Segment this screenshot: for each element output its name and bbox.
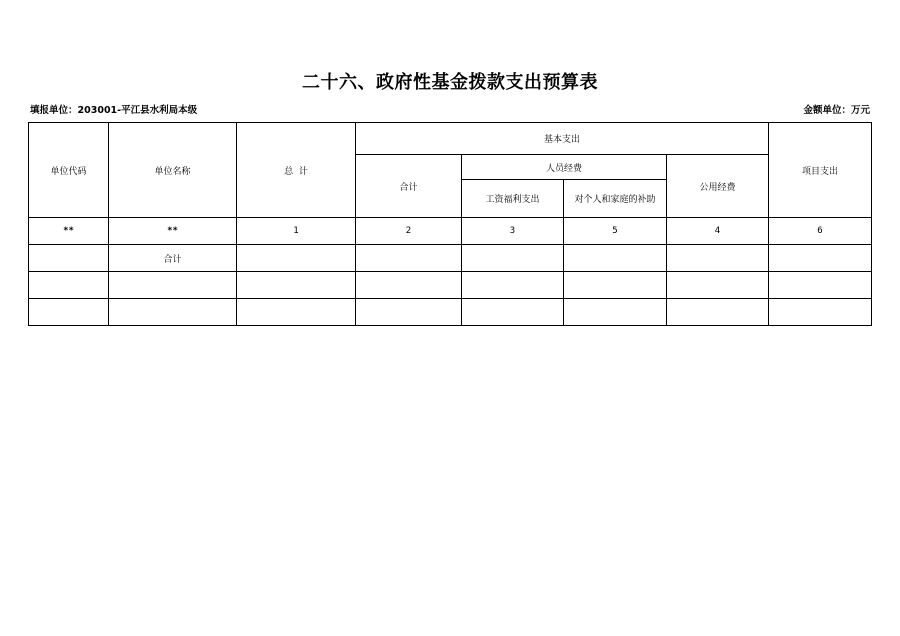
table-cell <box>29 272 109 299</box>
index-cell: 6 <box>769 218 872 245</box>
table-row <box>29 299 872 326</box>
budget-table <box>28 122 872 326</box>
index-cell: ** <box>29 218 109 245</box>
index-cell: 2 <box>356 218 462 245</box>
table-cell <box>109 299 237 326</box>
header-personnel-expenses: 人员经费 <box>462 155 667 180</box>
index-cell: 3 <box>462 218 564 245</box>
table-cell <box>667 299 769 326</box>
index-cell: 4 <box>667 218 769 245</box>
header-unit-name: 单位名称 <box>109 123 237 218</box>
table-cell <box>564 299 667 326</box>
table-cell <box>29 299 109 326</box>
table-cell <box>667 245 769 272</box>
table-cell <box>462 299 564 326</box>
header-basic-expenditure: 基本支出 <box>356 123 769 155</box>
table-cell <box>564 245 667 272</box>
table-row <box>29 245 872 272</box>
table-cell <box>237 272 356 299</box>
table-cell <box>237 299 356 326</box>
header-unit-code: 单位代码 <box>29 123 109 218</box>
table-cell <box>356 272 462 299</box>
table-cell <box>109 272 237 299</box>
page-title: 二十六、政府性基金拨款支出预算表 <box>302 72 598 93</box>
index-cell: ** <box>109 218 237 245</box>
table-cell: 合计 <box>109 245 237 272</box>
table-cell <box>769 245 872 272</box>
header-project-expenditure: 项目支出 <box>769 123 872 218</box>
table-cell <box>462 245 564 272</box>
table-cell <box>462 272 564 299</box>
header-household-subsidies: 对个人和家庭的补助 <box>564 180 667 218</box>
amount-unit-label: 金额单位：万元 <box>803 105 870 116</box>
table-cell <box>564 272 667 299</box>
table-cell <box>356 245 462 272</box>
table-cell <box>667 272 769 299</box>
header-subtotal: 合计 <box>356 155 462 218</box>
table-cell <box>769 272 872 299</box>
table-cell <box>237 245 356 272</box>
header-total: 总 计 <box>237 123 356 218</box>
header-public-expenses: 公用经费 <box>667 155 769 218</box>
index-cell: 1 <box>237 218 356 245</box>
table-row <box>29 272 872 299</box>
index-cell: 5 <box>564 218 667 245</box>
table-cell <box>769 299 872 326</box>
index-row <box>29 218 872 245</box>
header-wages-welfare: 工资福利支出 <box>462 180 564 218</box>
fill-unit-label: 填报单位：203001-平江县水利局本级 <box>30 105 198 116</box>
table-cell <box>29 245 109 272</box>
table-cell <box>356 299 462 326</box>
